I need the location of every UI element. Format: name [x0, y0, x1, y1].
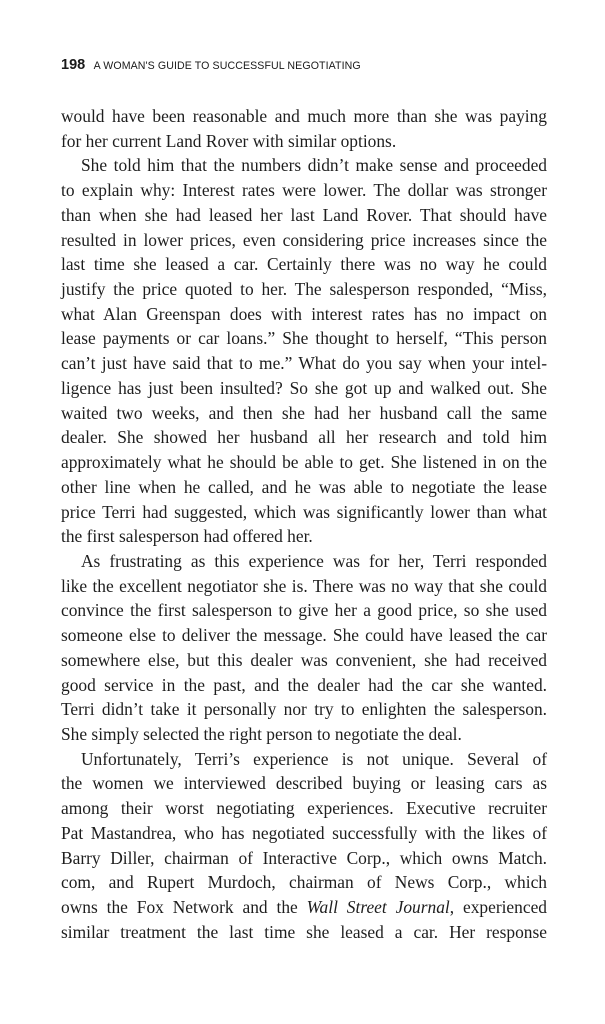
- text-line: Barry Diller, chairman of Interactive Corp., which owns Match.: [61, 847, 547, 868]
- text-line: resulted in lower prices, even considering price increases since the: [61, 229, 547, 250]
- text-line: can’t just have said that to me.” What do you say when your intel-: [61, 353, 547, 374]
- text-line: com, and Rupert Murdoch, chairman of News Corp., which: [61, 872, 547, 893]
- text-line: the first salesperson had offered her.: [61, 526, 313, 547]
- text-line: convince the first salesperson to give her a good price, so she used: [61, 600, 547, 621]
- text-line: like the excellent negotiator she is. There was no way that she could: [61, 575, 547, 596]
- text-line: would have been reasonable and much more than she was paying: [61, 106, 547, 126]
- text-line: Pat Mastandrea, who has negotiated successfully with the likes of: [61, 822, 547, 843]
- text-line: among their worst negotiating experiences. Executive recruiter: [61, 798, 547, 819]
- page-number: 198: [61, 57, 86, 73]
- text-line: She simply selected the right person to negotiate the deal.: [61, 723, 462, 744]
- text-line: waited two weeks, and then she had her husband call the same: [61, 402, 547, 423]
- text-line: [61, 895, 547, 920]
- text-line: somewhere else, but this dealer was convenient, she had received: [61, 649, 547, 670]
- text-line: the women we interviewed described buying or leasing cars as: [61, 773, 547, 794]
- text-line: As frustrating as this experience was for her, Terri responded: [81, 550, 547, 571]
- text-line: approximately what he should be able to get. She listened in on the: [61, 452, 547, 473]
- text-line: Terri didn’t take it personally nor try to enlighten the salesperson.: [61, 699, 547, 720]
- text-line: last time she leased a car. Certainly there was no way he could: [61, 254, 547, 275]
- running-header: [61, 56, 361, 74]
- text-line: than when she had leased her last Land Rover. That should have: [61, 204, 547, 225]
- text-segment: owns the Fox Network and the: [61, 897, 307, 917]
- text-line: good service in the past, and the dealer had the car she wanted.: [61, 674, 547, 695]
- text-line: Unfortunately, Terri’s experience is not unique. Several of: [81, 748, 547, 769]
- text-line: what Alan Greenspan does with interest rates has no impact on: [61, 303, 547, 324]
- text-line: to explain why: Interest rates were lower. The dollar was stronger: [61, 180, 547, 201]
- text-line: dealer. She showed her husband all her research and told him: [61, 427, 547, 448]
- text-segment: , experienced: [449, 897, 547, 917]
- running-head-title: A WOMAN'S GUIDE TO SUCCESSFUL NEGOTIATING: [93, 60, 361, 72]
- text-line: similar treatment the last time she leased a car. Her response: [61, 921, 547, 942]
- text-line: other line when he called, and he was able to negotiate the lease: [61, 476, 547, 497]
- text-line: ligence has just been insulted? So she got up and walked out. She: [61, 377, 547, 398]
- text-line: price Terri had suggested, which was significantly lower than what: [61, 501, 547, 522]
- text-line: lease payments or car loans.” She thought to herself, “This person: [61, 328, 547, 349]
- text-line: justify the price quoted to her. The salesperson responded, “Miss,: [61, 279, 547, 300]
- italic-title: Wall Street Journal: [306, 897, 450, 917]
- text-line: She told him that the numbers didn’t make sense and proceeded: [81, 155, 547, 176]
- text-line: someone else to deliver the message. She could have leased the car: [61, 625, 547, 646]
- text-line: for her current Land Rover with similar options.: [61, 130, 397, 151]
- body-text: [61, 104, 547, 944]
